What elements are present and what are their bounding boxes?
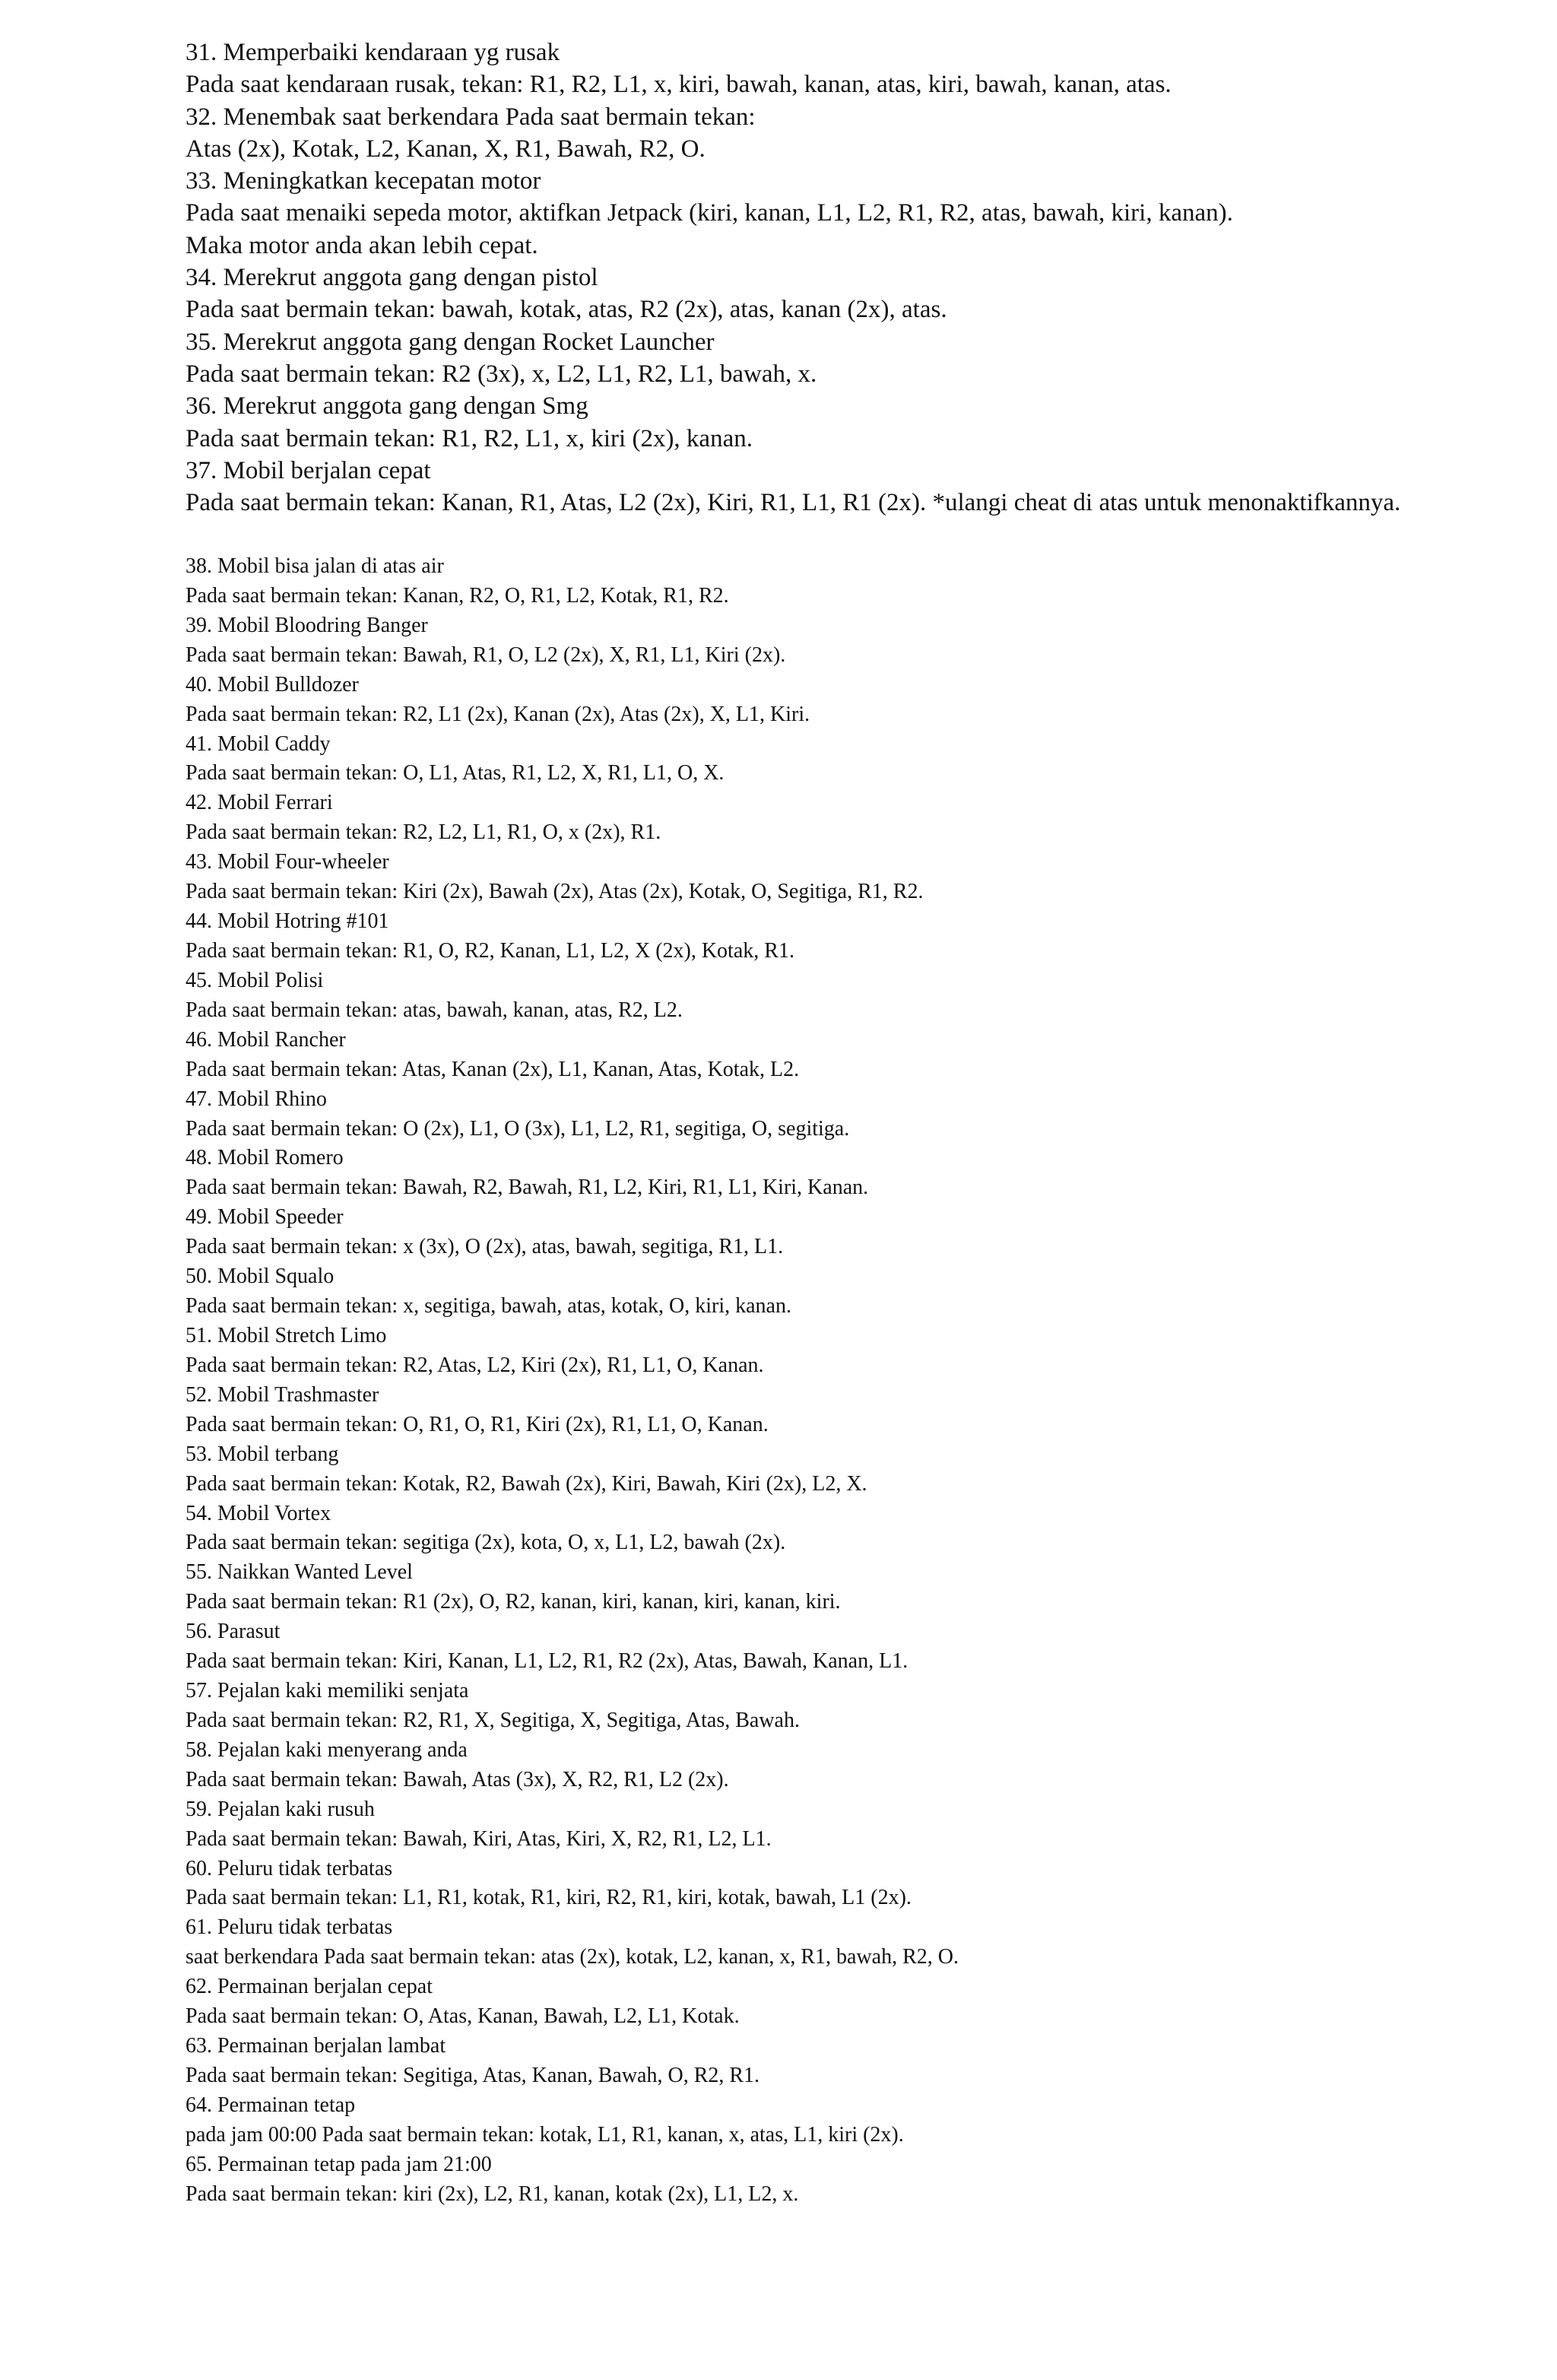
cheat-title: 59. Pejalan kaki rusuh bbox=[186, 1797, 375, 1821]
cheat-instruction: Pada saat bermain tekan: Kanan, R1, Atas, L2 (2x), Kiri, R1, L1, R1 (2x). *ulangi cheat di atas untuk menonaktifkannya. bbox=[186, 489, 1401, 517]
cheat-title: 64. Permainan tetap bbox=[186, 2093, 356, 2117]
cheat-instruction: Pada saat bermain tekan: R2, L2, L1, R1, O, x (2x), R1. bbox=[186, 820, 661, 845]
cheat-instruction: Pada saat bermain tekan: R2, L1 (2x), Kanan (2x), Atas (2x), X, L1, Kiri. bbox=[186, 702, 810, 726]
cheat-title: 63. Permainan berjalan lambat bbox=[186, 2034, 446, 2058]
cheat-title: 45. Mobil Polisi bbox=[186, 968, 324, 992]
cheat-instruction: Pada saat bermain tekan: Bawah, R1, O, L2 (2x), X, R1, L1, Kiri (2x). bbox=[186, 643, 786, 667]
cheat-title: 53. Mobil terbang bbox=[186, 1442, 339, 1466]
cheat-instruction: Pada saat bermain tekan: Bawah, R2, Bawah, R1, L2, Kiri, R1, L1, Kiri, Kanan. bbox=[186, 1176, 869, 1200]
cheat-title: 54. Mobil Vortex bbox=[186, 1501, 331, 1525]
cheat-title: 32. Menembak saat berkendara Pada saat bermain tekan: bbox=[186, 103, 756, 131]
cheat-instruction: Pada saat bermain tekan: R1 (2x), O, R2, kanan, kiri, kanan, kiri, kanan, kiri. bbox=[186, 1590, 841, 1614]
cheat-title: 50. Mobil Squalo bbox=[186, 1265, 335, 1289]
cheat-instruction: Pada saat bermain tekan: O, L1, Atas, R1, L2, X, R1, L1, O, X. bbox=[186, 761, 725, 785]
cheat-instruction: Pada saat bermain tekan: segitiga (2x), kota, O, x, L1, L2, bawah (2x). bbox=[186, 1531, 786, 1555]
cheat-title: 55. Naikkan Wanted Level bbox=[186, 1560, 413, 1585]
cheat-title: 57. Pejalan kaki memiliki senjata bbox=[186, 1679, 469, 1703]
cheat-instruction: Pada saat menaiki sepeda motor, aktifkan Jetpack (kiri, kanan, L1, L2, R1, R2, atas, bawah, kiri, kanan). bbox=[186, 199, 1233, 227]
cheat-list-small bbox=[186, 552, 1432, 2210]
cheat-title: 31. Memperbaiki kendaraan yg rusak bbox=[186, 39, 560, 66]
cheat-title: 33. Meningkatkan kecepatan motor bbox=[186, 167, 541, 195]
cheat-title: 35. Merekrut anggota gang dengan Rocket Launcher bbox=[186, 328, 715, 356]
cheat-title: 61. Peluru tidak terbatas bbox=[186, 1915, 393, 1940]
cheat-title: 62. Permainan berjalan cepat bbox=[186, 1975, 433, 1999]
cheat-instruction: Pada saat bermain tekan: O, Atas, Kanan, Bawah, L2, L1, Kotak. bbox=[186, 2004, 740, 2029]
cheat-instruction: Pada saat bermain tekan: bawah, kotak, atas, R2 (2x), atas, kanan (2x), atas. bbox=[186, 296, 947, 324]
cheat-title: 37. Mobil berjalan cepat bbox=[186, 456, 431, 484]
cheat-title: 36. Merekrut anggota gang dengan Smg bbox=[186, 392, 588, 420]
cheat-instruction: saat berkendara Pada saat bermain tekan: atas (2x), kotak, L2, kanan, x, R1, bawah, R2, O. bbox=[186, 1945, 959, 1969]
cheat-instruction: Pada saat kendaraan rusak, tekan: R1, R2, L1, x, kiri, bawah, kanan, atas, kiri, bawah, kanan, atas. bbox=[186, 71, 1172, 99]
cheat-instruction: Pada saat bermain tekan: R2, R1, X, Segitiga, X, Segitiga, Atas, Bawah. bbox=[186, 1708, 800, 1732]
cheat-instruction: Pada saat bermain tekan: kiri (2x), L2, R1, kanan, kotak (2x), L1, L2, x. bbox=[186, 2182, 799, 2206]
cheat-instruction: Pada saat bermain tekan: Bawah, Kiri, Atas, Kiri, X, R2, R1, L2, L1. bbox=[186, 1826, 772, 1851]
cheat-title: 38. Mobil bisa jalan di atas air bbox=[186, 554, 444, 578]
cheat-instruction: Pada saat bermain tekan: atas, bawah, kanan, atas, R2, L2. bbox=[186, 998, 683, 1022]
cheat-instruction: Pada saat bermain tekan: Atas, Kanan (2x), L1, Kanan, Atas, Kotak, L2. bbox=[186, 1057, 800, 1081]
cheat-instruction: Pada saat bermain tekan: Kiri, Kanan, L1, L2, R1, R2 (2x), Atas, Bawah, Kanan, L1. bbox=[186, 1649, 909, 1674]
cheat-instruction: Pada saat bermain tekan: R2 (3x), x, L2, L1, R2, L1, bawah, x. bbox=[186, 360, 817, 388]
cheat-title: 34. Merekrut anggota gang dengan pistol bbox=[186, 264, 598, 292]
cheat-title: 58. Pejalan kaki menyerang anda bbox=[186, 1737, 468, 1762]
cheat-title: 51. Mobil Stretch Limo bbox=[186, 1323, 387, 1347]
cheat-title: 48. Mobil Romero bbox=[186, 1146, 344, 1170]
cheat-instruction: Atas (2x), Kotak, L2, Kanan, X, R1, Bawah, R2, O. bbox=[186, 135, 706, 163]
cheat-instruction: Maka motor anda akan lebih cepat. bbox=[186, 231, 538, 259]
cheat-title: 60. Peluru tidak terbatas bbox=[186, 1856, 393, 1880]
cheat-instruction: Pada saat bermain tekan: x, segitiga, bawah, atas, kotak, O, kiri, kanan. bbox=[186, 1294, 791, 1319]
cheat-title: 44. Mobil Hotring #101 bbox=[186, 909, 389, 934]
cheat-instruction: Pada saat bermain tekan: L1, R1, kotak, R1, kiri, R2, R1, kiri, kotak, bawah, L1 (2x). bbox=[186, 1886, 912, 1910]
cheat-instruction: Pada saat bermain tekan: R2, Atas, L2, Kiri (2x), R1, L1, O, Kanan. bbox=[186, 1353, 764, 1377]
cheat-instruction: Pada saat bermain tekan: O, R1, O, R1, Kiri (2x), R1, L1, O, Kanan. bbox=[186, 1412, 769, 1436]
cheat-title: 49. Mobil Speeder bbox=[186, 1205, 344, 1230]
cheat-title: 39. Mobil Bloodring Banger bbox=[186, 613, 428, 637]
cheat-title: 43. Mobil Four-wheeler bbox=[186, 850, 389, 874]
cheat-title: 65. Permainan tetap pada jam 21:00 bbox=[186, 2152, 492, 2176]
cheat-instruction: Pada saat bermain tekan: R1, O, R2, Kanan, L1, L2, X (2x), Kotak, R1. bbox=[186, 938, 794, 963]
cheat-instruction: Pada saat bermain tekan: Bawah, Atas (3x), X, R2, R1, L2 (2x). bbox=[186, 1767, 729, 1791]
cheat-instruction: Pada saat bermain tekan: Kanan, R2, O, R1, L2, Kotak, R1, R2. bbox=[186, 583, 729, 608]
cheat-title: 40. Mobil Bulldozer bbox=[186, 672, 359, 697]
cheat-title: 52. Mobil Trashmaster bbox=[186, 1382, 379, 1407]
cheat-instruction: pada jam 00:00 Pada saat bermain tekan: kotak, L1, R1, kanan, x, atas, L1, kiri (2x). bbox=[186, 2122, 904, 2147]
cheat-instruction: Pada saat bermain tekan: Kotak, R2, Bawah (2x), Kiri, Bawah, Kiri (2x), L2, X. bbox=[186, 1471, 867, 1496]
cheat-title: 42. Mobil Ferrari bbox=[186, 791, 333, 815]
cheat-title: 46. Mobil Rancher bbox=[186, 1027, 346, 1052]
cheat-title: 47. Mobil Rhino bbox=[186, 1087, 327, 1111]
cheat-title: 56. Parasut bbox=[186, 1620, 281, 1644]
cheat-instruction: Pada saat bermain tekan: R1, R2, L1, x, kiri (2x), kanan. bbox=[186, 424, 753, 452]
cheat-title: 41. Mobil Caddy bbox=[186, 731, 331, 756]
cheat-instruction: Pada saat bermain tekan: x (3x), O (2x), atas, bawah, segitiga, R1, L1. bbox=[186, 1235, 784, 1259]
cheat-instruction: Pada saat bermain tekan: Segitiga, Atas, Kanan, Bawah, O, R2, R1. bbox=[186, 2064, 760, 2088]
cheat-instruction: Pada saat bermain tekan: O (2x), L1, O (3x), L1, L2, R1, segitiga, O, segitiga. bbox=[186, 1116, 850, 1141]
cheat-list-large bbox=[186, 36, 1432, 519]
cheat-instruction: Pada saat bermain tekan: Kiri (2x), Bawah (2x), Atas (2x), Kotak, O, Segitiga, R1, R2. bbox=[186, 880, 924, 904]
